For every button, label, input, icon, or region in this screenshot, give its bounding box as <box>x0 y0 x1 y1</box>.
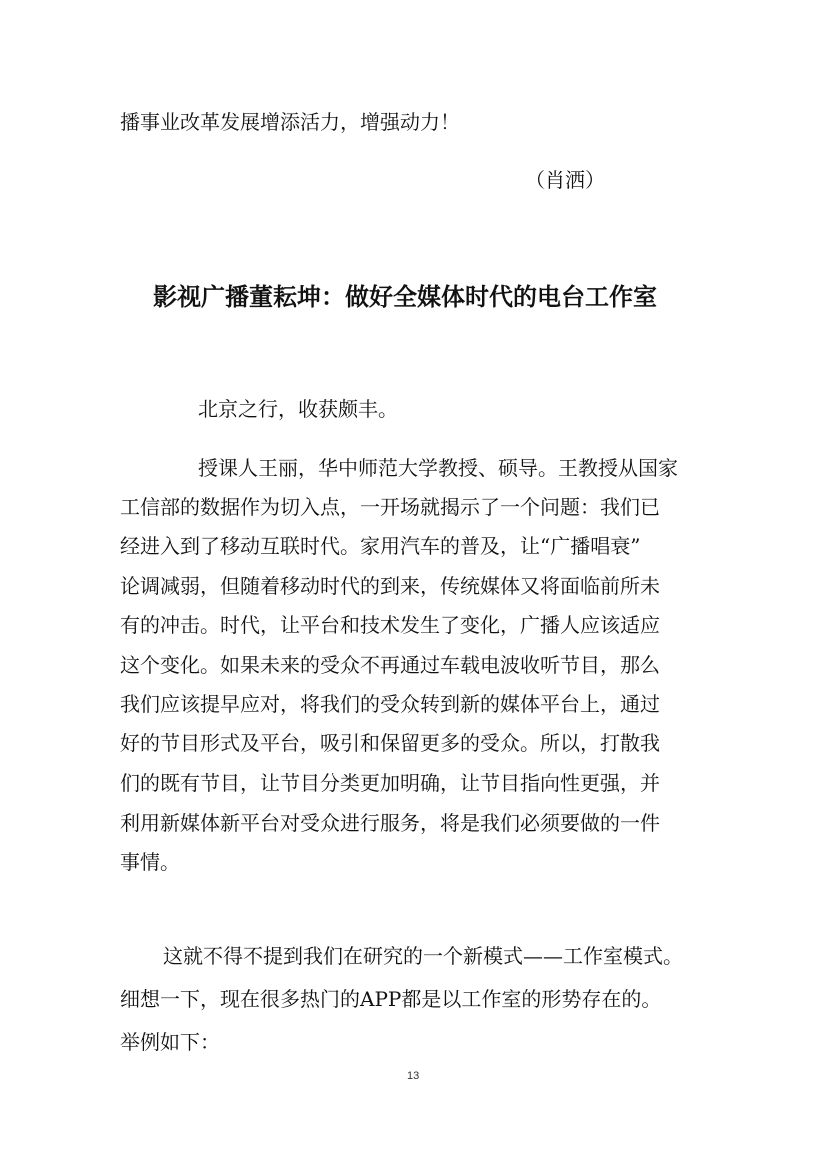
intro-line: 北京之行，收获颇丰。 <box>198 397 398 421</box>
paragraph-line: 我们应该提早应对，将我们的受众转到新的媒体平台上，通过 <box>120 692 660 716</box>
article-title: 影视广播董耘坤：做好全媒体时代的电台工作室 <box>153 283 657 311</box>
paragraph-line: 利用新媒体新平台对受众进行服务，将是我们必须要做的一件 <box>120 811 660 835</box>
author-signature: （肖洒） <box>525 168 605 192</box>
paragraph-line: 举例如下： <box>120 1030 220 1054</box>
paragraph-line: 有的冲击。时代，让平台和技术发生了变化，广播人应该适应 <box>120 613 660 637</box>
paragraph-line: 这就不得不提到我们在研究的一个新模式——工作室模式。 <box>163 944 683 968</box>
paragraph-line: 这个变化。如果未来的受众不再通过车载电波收听节目，那么 <box>120 653 660 677</box>
paragraph-line: 好的节目形式及平台，吸引和保留更多的受众。所以，打散我 <box>120 731 660 755</box>
paragraph-line: 工信部的数据作为切入点，一开场就揭示了一个问题：我们已 <box>120 495 660 519</box>
paragraph-continuation-line: 播事业改革发展增添活力，增强动力！ <box>120 110 460 134</box>
paragraph-line: 们的既有节目，让节目分类更加明确，让节目指向性更强，并 <box>120 771 660 795</box>
paragraph-line: 授课人王丽，华中师范大学教授、硕导。王教授从国家 <box>198 456 678 480</box>
paragraph-line: 论调减弱，但随着移动时代的到来，传统媒体又将面临前所未 <box>120 574 660 598</box>
paragraph-line: 细想一下，现在很多热门的APP都是以工作室的形势存在的。 <box>120 987 662 1011</box>
page-number: 13 <box>407 1070 420 1082</box>
paragraph-line: 事情。 <box>120 850 180 874</box>
paragraph-line: 经进入到了移动互联时代。家用汽车的普及，让“广播唱衰” <box>120 534 641 558</box>
